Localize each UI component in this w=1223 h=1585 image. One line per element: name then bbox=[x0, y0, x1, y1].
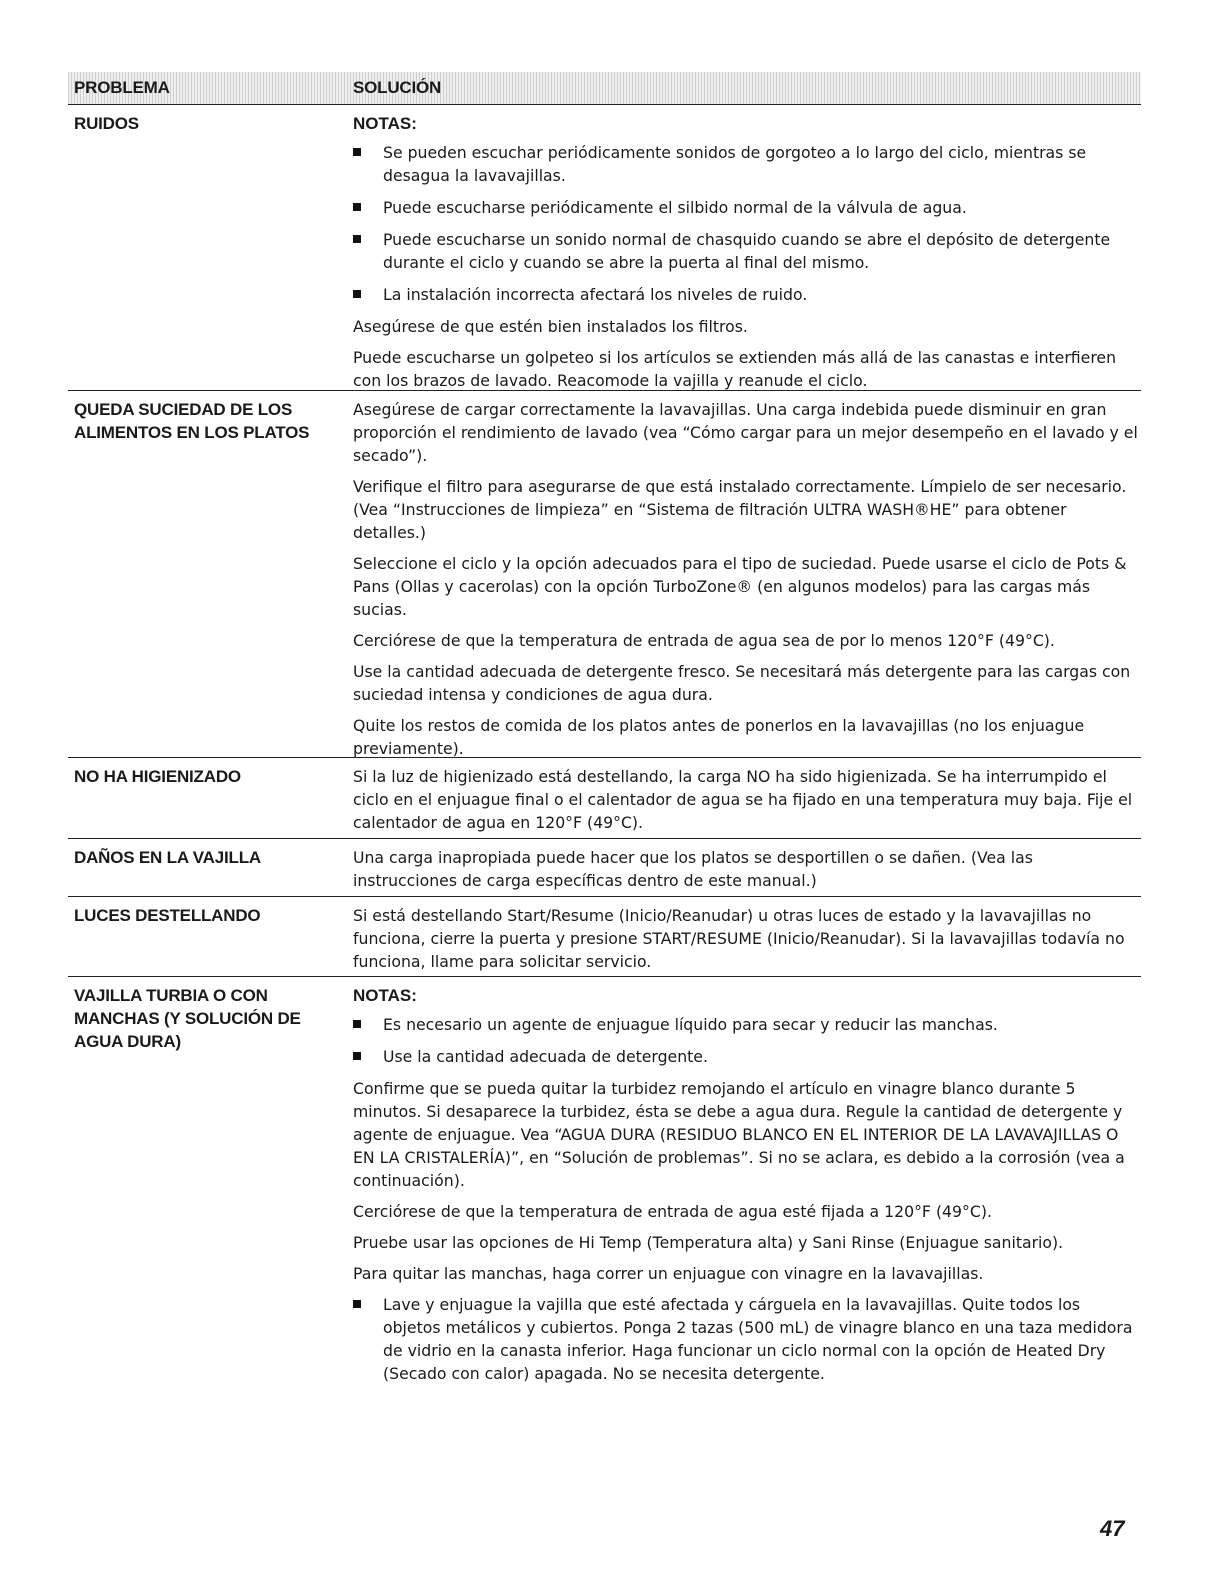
solution-paragraph: Asegúrese de cargar correctamente la lavavajillas. Una carga indebida puede disminuir en gran proporción el rendimiento de lavado (vea “Cómo cargar para un mejor desempeño en el lavado y el secado”). bbox=[353, 400, 1138, 465]
bullet-square-icon bbox=[353, 235, 361, 243]
problem-label: RUIDOS bbox=[74, 114, 139, 133]
solution-paragraph: Asegúrese de que estén bien instalados los filtros. bbox=[353, 317, 748, 336]
problem-label: QUEDA SUCIEDAD DE LOS ALIMENTOS EN LOS PLATOS bbox=[74, 400, 310, 442]
table-row bbox=[68, 838, 1141, 897]
solution-cell bbox=[353, 765, 1139, 842]
bullet-item: Se pueden escuchar periódicamente sonidos de gorgoteo a lo largo del ciclo, mientras se desagua la lavavajillas. bbox=[353, 141, 1139, 187]
solution-paragraph: Si está destellando Start/Resume (Inicio/Reanudar) u otras luces de estado y la lavavajillas no funciona, cierre la puerta y presione START/RESUME (Inicio/Reanudar). Si la lavavajillas todavía no funciona, llame para solicitar servicio. bbox=[353, 906, 1125, 971]
bullet-item: La instalación incorrecta afectará los niveles de ruido. bbox=[353, 283, 1139, 306]
solution-paragraph: Use la cantidad adecuada de detergente fresco. Se necesitará más detergente para las cargas con suciedad intensa y condiciones de agua dura. bbox=[353, 662, 1131, 704]
solution-paragraph: Puede escucharse un golpeteo si los artículos se extienden más allá de las canastas e interfieren con los brazos de lavado. Reacomode la vajilla y reanude el ciclo. bbox=[353, 348, 1117, 390]
solution-paragraph: Quite los restos de comida de los platos antes de ponerlos en la lavavajillas (no los enjuague previamente). bbox=[353, 716, 1085, 758]
problem-label: NO HA HIGIENIZADO bbox=[74, 767, 241, 786]
bullet-item: Es necesario un agente de enjuague líquido para secar y reducir las manchas. bbox=[353, 1013, 1139, 1036]
solution-cell bbox=[353, 398, 1139, 768]
notas-label: NOTAS: bbox=[353, 114, 417, 133]
solution-cell bbox=[353, 112, 1139, 400]
problem-label: VAJILLA TURBIA O CON MANCHAS (Y SOLUCIÓN DE AGUA DURA) bbox=[74, 986, 301, 1051]
table-row bbox=[68, 390, 1141, 758]
solution-paragraph: Seleccione el ciclo y la opción adecuados para el tipo de suciedad. Puede usarse el ciclo de Pots & Pans (Ollas y cacerolas) con la opción TurboZone® (en algunos modelos) para las cargas más sucias. bbox=[353, 554, 1127, 619]
bullet-item: Use la cantidad adecuada de detergente. bbox=[353, 1045, 1139, 1068]
bullet-square-icon bbox=[353, 290, 361, 298]
solution-paragraph: Una carga inapropiada puede hacer que los platos se desportillen o se dañen. (Vea las instrucciones de carga específicas dentro de este manual.) bbox=[353, 848, 1033, 890]
solution-paragraph: Confirme que se pueda quitar la turbidez remojando el artículo en vinagre blanco durante 5 minutos. Si desaparece la turbidez, ésta se debe a agua dura. Regule la cantidad de detergente y agente de enjuague. Vea “AGUA DURA (RESIDUO BLANCO EN EL INTERIOR DE LA LAVAVAJILLAS O EN LA CRISTALERÍA)”, en “Solución de problemas”. Si no se aclara, es debido a la corrosión (vea a continuación). bbox=[353, 1079, 1125, 1190]
problem-label: DAÑOS EN LA VAJILLA bbox=[74, 848, 261, 867]
solution-cell bbox=[353, 846, 1139, 900]
bullet-square-icon bbox=[353, 1300, 361, 1308]
page-number: 47 bbox=[1100, 1516, 1125, 1541]
table-row bbox=[68, 896, 1141, 977]
table-row bbox=[68, 757, 1141, 839]
solution-paragraph: Cerciórese de que la temperatura de entrada de agua sea de por lo menos 120°F (49°C). bbox=[353, 631, 1055, 650]
solution-paragraph: Cerciórese de que la temperatura de entrada de agua esté fijada a 120°F (49°C). bbox=[353, 1202, 992, 1221]
table-row bbox=[68, 976, 1141, 1396]
table-row bbox=[68, 104, 1141, 391]
bullet-item: Lave y enjuague la vajilla que esté afectada y cárguela en la lavavajillas. Quite todos los objetos metálicos y cubiertos. Ponga 2 tazas (500 mL) de vinagre blanco en una taza medidora de vidrio en la canasta inferior. Haga funcionar un ciclo normal con la opción de Heated Dry (Secado con calor) apagada. No se necesita detergente. bbox=[353, 1293, 1139, 1385]
solution-paragraph: Pruebe usar las opciones de Hi Temp (Temperatura alta) y Sani Rinse (Enjuague sanitario). bbox=[353, 1233, 1064, 1252]
bullet-item: Puede escucharse un sonido normal de chasquido cuando se abre el depósito de detergente durante el ciclo y cuando se abre la puerta al final del mismo. bbox=[353, 228, 1139, 274]
solution-paragraph: Para quitar las manchas, haga correr un enjuague con vinagre en la lavavajillas. bbox=[353, 1264, 984, 1283]
problem-label: LUCES DESTELLANDO bbox=[74, 906, 261, 925]
bullet-square-icon bbox=[353, 1020, 361, 1028]
table-header bbox=[68, 72, 1141, 105]
bullet-item: Puede escucharse periódicamente el silbido normal de la válvula de agua. bbox=[353, 196, 1139, 219]
header-problema: PROBLEMA bbox=[74, 78, 170, 97]
solution-paragraph: Verifique el filtro para asegurarse de que está instalado correctamente. Límpielo de ser necesario. (Vea “Instrucciones de limpieza” en “Sistema de filtración ULTRA WASH®HE” para obtener detalles.) bbox=[353, 477, 1127, 542]
solution-paragraph: Si la luz de higienizado está destellando, la carga NO ha sido higienizada. Se ha interrumpido el ciclo en el enjuague final o el calentador de agua se ha fijado en una temperatura muy baja. Fije el calentador de agua en 120°F (49°C). bbox=[353, 767, 1133, 832]
bullet-square-icon bbox=[353, 203, 361, 211]
solution-cell bbox=[353, 984, 1139, 1394]
bullet-square-icon bbox=[353, 148, 361, 156]
solution-cell bbox=[353, 904, 1139, 981]
notas-label: NOTAS: bbox=[353, 986, 417, 1005]
bullet-square-icon bbox=[353, 1052, 361, 1060]
header-solucion: SOLUCIÓN bbox=[353, 78, 442, 97]
